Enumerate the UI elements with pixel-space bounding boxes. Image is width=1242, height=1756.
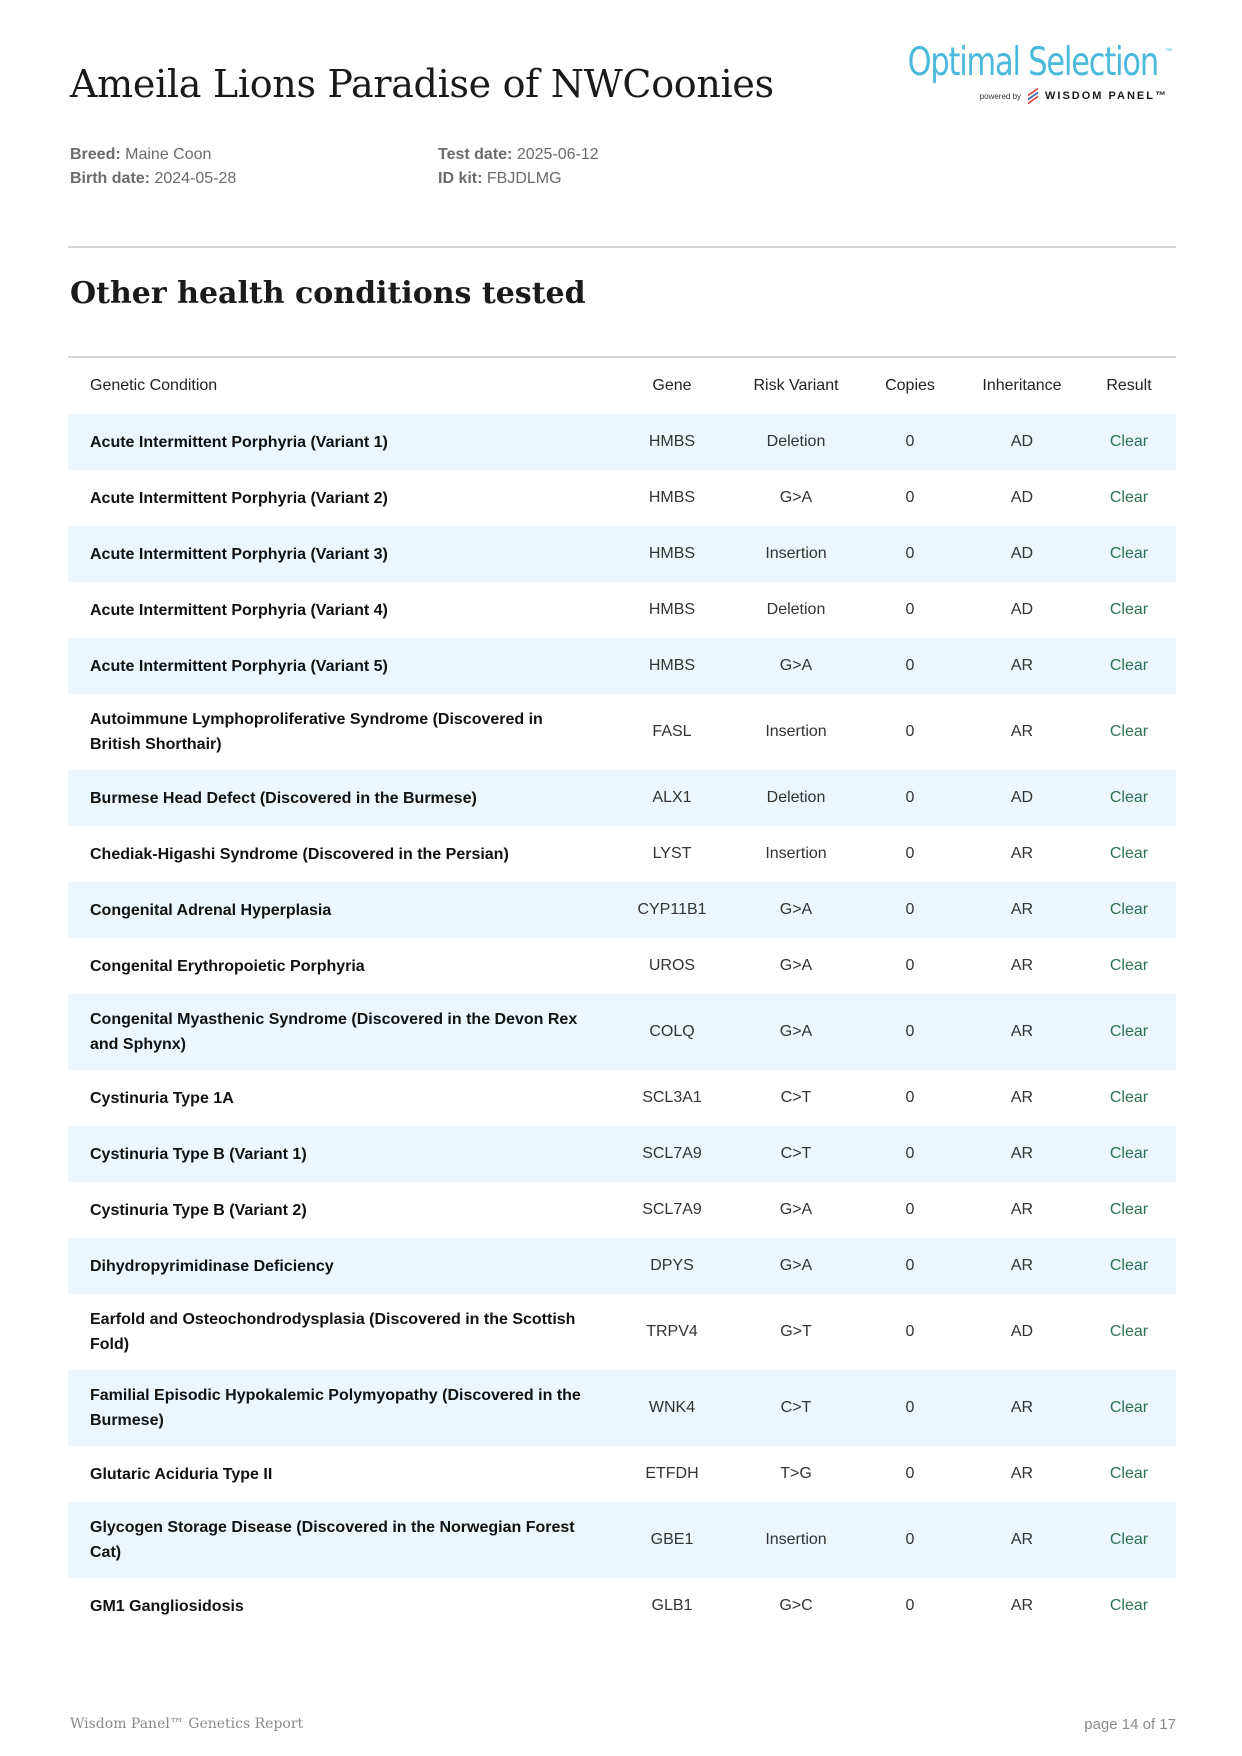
table-row bbox=[68, 526, 1176, 582]
birth-date-field bbox=[70, 170, 236, 188]
inheritance-cell: AR bbox=[1010, 723, 1034, 740]
table-row bbox=[68, 770, 1176, 826]
breed-value: Maine Coon bbox=[125, 146, 212, 163]
table-row bbox=[68, 638, 1176, 694]
inheritance-cell: AD bbox=[1010, 789, 1034, 806]
risk-variant-cell: C>T bbox=[780, 1145, 812, 1162]
gene-cell: GLB1 bbox=[651, 1597, 693, 1614]
result-status: Clear bbox=[1109, 1201, 1149, 1218]
condition-cell: Acute Intermittent Porphyria (Variant 3) bbox=[90, 545, 388, 563]
risk-variant-cell: Deletion bbox=[766, 789, 826, 806]
result-status: Clear bbox=[1109, 957, 1149, 974]
result-status: Clear bbox=[1109, 723, 1149, 740]
condition-cell: Acute Intermittent Porphyria (Variant 5) bbox=[90, 657, 388, 675]
gene-cell: HMBS bbox=[648, 489, 696, 506]
inheritance-cell: AD bbox=[1010, 489, 1034, 506]
id-kit-field bbox=[438, 170, 562, 188]
copies-cell: 0 bbox=[905, 901, 915, 918]
gene-cell: CYP11B1 bbox=[637, 901, 707, 918]
wisdom-panel-brand: WISDOM PANEL™ bbox=[1045, 90, 1168, 102]
copies-cell: 0 bbox=[905, 1023, 915, 1040]
inheritance-cell: AR bbox=[1010, 1531, 1034, 1548]
risk-variant-cell: Deletion bbox=[766, 433, 826, 450]
optimal-selection-logo bbox=[907, 40, 1176, 110]
risk-variant-cell: G>A bbox=[779, 1201, 813, 1218]
inheritance-cell: AR bbox=[1010, 1089, 1034, 1106]
table-row bbox=[68, 1126, 1176, 1182]
condition-cell: Cystinuria Type B (Variant 2) bbox=[90, 1201, 307, 1219]
table-row bbox=[68, 938, 1176, 994]
result-status: Clear bbox=[1109, 433, 1149, 450]
breed-label: Breed: bbox=[70, 146, 121, 163]
gene-cell: WNK4 bbox=[648, 1399, 696, 1416]
header-divider bbox=[68, 246, 1176, 248]
copies-cell: 0 bbox=[905, 845, 915, 862]
column-header-result: Result bbox=[1106, 377, 1152, 394]
copies-cell: 0 bbox=[905, 657, 915, 674]
result-status: Clear bbox=[1109, 601, 1149, 618]
risk-variant-cell: C>T bbox=[780, 1089, 812, 1106]
table-row bbox=[68, 1182, 1176, 1238]
id-kit-value: FBJDLMG bbox=[486, 170, 562, 187]
gene-cell: ETFDH bbox=[645, 1465, 699, 1482]
section-title: Other health conditions tested bbox=[70, 276, 586, 311]
test-date-label: Test date: bbox=[438, 146, 513, 163]
copies-cell: 0 bbox=[905, 601, 915, 618]
result-status: Clear bbox=[1109, 657, 1149, 674]
table-row bbox=[68, 994, 1176, 1070]
risk-variant-cell: G>T bbox=[780, 1323, 812, 1340]
result-status: Clear bbox=[1109, 545, 1149, 562]
copies-cell: 0 bbox=[905, 433, 915, 450]
condition-cell: Dihydropyrimidinase Deficiency bbox=[90, 1257, 334, 1275]
copies-cell: 0 bbox=[905, 1145, 915, 1162]
risk-variant-cell: Insertion bbox=[765, 845, 827, 862]
gene-cell: UROS bbox=[648, 957, 696, 974]
inheritance-cell: AD bbox=[1010, 1323, 1034, 1340]
copies-cell: 0 bbox=[905, 789, 915, 806]
copies-cell: 0 bbox=[905, 1399, 915, 1416]
gene-cell: SCL7A9 bbox=[642, 1145, 702, 1162]
table-row bbox=[68, 470, 1176, 526]
gene-cell: HMBS bbox=[648, 601, 696, 618]
copies-cell: 0 bbox=[905, 489, 915, 506]
result-status: Clear bbox=[1109, 901, 1149, 918]
risk-variant-cell: G>A bbox=[779, 489, 813, 506]
breed-field bbox=[70, 146, 211, 164]
gene-cell: HMBS bbox=[648, 545, 696, 562]
inheritance-cell: AR bbox=[1010, 657, 1034, 674]
test-date-value: 2025-06-12 bbox=[516, 146, 599, 163]
inheritance-cell: AR bbox=[1010, 957, 1034, 974]
result-status: Clear bbox=[1109, 1531, 1149, 1548]
inheritance-cell: AD bbox=[1010, 545, 1034, 562]
column-header-condition: Genetic Condition bbox=[90, 377, 218, 394]
copies-cell: 0 bbox=[905, 1201, 915, 1218]
risk-variant-cell: G>A bbox=[779, 657, 813, 674]
inheritance-cell: AR bbox=[1010, 1023, 1034, 1040]
result-status: Clear bbox=[1109, 1399, 1149, 1416]
condition-cell: Glutaric Aciduria Type II bbox=[90, 1465, 273, 1483]
risk-variant-cell: T>G bbox=[780, 1465, 812, 1482]
result-status: Clear bbox=[1109, 789, 1149, 806]
table-row bbox=[68, 882, 1176, 938]
logo-trademark: ™ bbox=[1165, 48, 1172, 55]
condition-cell: Familial Episodic Hypokalemic Polymyopathy (Discovered in the Burmese) bbox=[90, 1387, 581, 1429]
risk-variant-cell: G>A bbox=[779, 901, 813, 918]
test-date-field bbox=[438, 146, 599, 164]
inheritance-cell: AD bbox=[1010, 433, 1034, 450]
gene-cell: HMBS bbox=[648, 657, 696, 674]
column-header-risk-variant: Risk Variant bbox=[753, 377, 839, 394]
inheritance-cell: AR bbox=[1010, 1201, 1034, 1218]
copies-cell: 0 bbox=[905, 1257, 915, 1274]
gene-cell: SCL7A9 bbox=[642, 1201, 702, 1218]
table-row bbox=[68, 826, 1176, 882]
condition-cell: Acute Intermittent Porphyria (Variant 1) bbox=[90, 433, 388, 451]
condition-cell: GM1 Gangliosidosis bbox=[90, 1597, 244, 1615]
logo-powered-by bbox=[980, 90, 1168, 102]
copies-cell: 0 bbox=[905, 545, 915, 562]
inheritance-cell: AR bbox=[1010, 901, 1034, 918]
pet-name-title: Ameila Lions Paradise of NWCoonies bbox=[70, 62, 774, 106]
condition-cell: Congenital Erythropoietic Porphyria bbox=[90, 957, 365, 975]
table-row bbox=[68, 1446, 1176, 1502]
condition-cell: Chediak-Higashi Syndrome (Discovered in the Persian) bbox=[90, 845, 509, 863]
wisdom-panel-helix-icon bbox=[1027, 90, 1039, 102]
condition-cell: Glycogen Storage Disease (Discovered in the Norwegian Forest Cat) bbox=[90, 1519, 575, 1561]
inheritance-cell: AR bbox=[1010, 1465, 1034, 1482]
table-row bbox=[68, 1238, 1176, 1294]
inheritance-cell: AR bbox=[1010, 1145, 1034, 1162]
condition-cell: Autoimmune Lymphoproliferative Syndrome (Discovered in British Shorthair) bbox=[90, 711, 543, 753]
column-header-inheritance: Inheritance bbox=[982, 377, 1062, 394]
gene-cell: SCL3A1 bbox=[642, 1089, 702, 1106]
condition-cell: Acute Intermittent Porphyria (Variant 4) bbox=[90, 601, 388, 619]
inheritance-cell: AR bbox=[1010, 1399, 1034, 1416]
risk-variant-cell: Insertion bbox=[765, 723, 827, 740]
column-header-gene: Gene bbox=[652, 377, 692, 394]
result-status: Clear bbox=[1109, 1465, 1149, 1482]
condition-cell: Earfold and Osteochondrodysplasia (Discovered in the Scottish Fold) bbox=[90, 1311, 576, 1353]
result-status: Clear bbox=[1109, 1023, 1149, 1040]
id-kit-label: ID kit: bbox=[438, 170, 483, 187]
risk-variant-cell: Insertion bbox=[765, 1531, 827, 1548]
inheritance-cell: AD bbox=[1010, 601, 1034, 618]
table-header-row bbox=[68, 358, 1176, 414]
risk-variant-cell: G>A bbox=[779, 1023, 813, 1040]
result-status: Clear bbox=[1109, 1323, 1149, 1340]
gene-cell: HMBS bbox=[648, 433, 696, 450]
powered-by-text: powered by bbox=[979, 91, 1022, 101]
risk-variant-cell: G>C bbox=[779, 1597, 813, 1614]
risk-variant-cell: G>A bbox=[779, 957, 813, 974]
gene-cell: DPYS bbox=[650, 1257, 694, 1274]
copies-cell: 0 bbox=[905, 1597, 915, 1614]
table-body bbox=[68, 414, 1176, 1634]
condition-cell: Congenital Adrenal Hyperplasia bbox=[90, 901, 332, 919]
inheritance-cell: AR bbox=[1010, 845, 1034, 862]
table-row bbox=[68, 1370, 1176, 1446]
risk-variant-cell: Insertion bbox=[765, 545, 827, 562]
gene-cell: FASL bbox=[652, 723, 692, 740]
condition-cell: Cystinuria Type 1A bbox=[90, 1089, 234, 1107]
copies-cell: 0 bbox=[905, 1465, 915, 1482]
gene-cell: COLQ bbox=[649, 1023, 695, 1040]
result-status: Clear bbox=[1109, 1089, 1149, 1106]
condition-cell: Burmese Head Defect (Discovered in the Burmese) bbox=[90, 789, 477, 807]
birth-date-value: 2024-05-28 bbox=[154, 170, 237, 187]
inheritance-cell: AR bbox=[1010, 1597, 1034, 1614]
condition-cell: Acute Intermittent Porphyria (Variant 2) bbox=[90, 489, 388, 507]
gene-cell: ALX1 bbox=[652, 789, 692, 806]
risk-variant-cell: Deletion bbox=[766, 601, 826, 618]
risk-variant-cell: C>T bbox=[780, 1399, 812, 1416]
gene-cell: GBE1 bbox=[650, 1531, 694, 1548]
copies-cell: 0 bbox=[905, 723, 915, 740]
result-status: Clear bbox=[1109, 1145, 1149, 1162]
table-row bbox=[68, 1502, 1176, 1578]
result-status: Clear bbox=[1109, 489, 1149, 506]
birth-date-label: Birth date: bbox=[70, 170, 150, 187]
inheritance-cell: AR bbox=[1010, 1257, 1034, 1274]
table-row bbox=[68, 414, 1176, 470]
risk-variant-cell: G>A bbox=[779, 1257, 813, 1274]
result-status: Clear bbox=[1109, 1597, 1149, 1614]
result-status: Clear bbox=[1109, 1257, 1149, 1274]
gene-cell: TRPV4 bbox=[646, 1323, 698, 1340]
table-row bbox=[68, 1578, 1176, 1634]
logo-title: Optimal Selection bbox=[907, 40, 1158, 85]
table-row bbox=[68, 1070, 1176, 1126]
copies-cell: 0 bbox=[905, 957, 915, 974]
gene-cell: LYST bbox=[652, 845, 692, 862]
column-header-copies: Copies bbox=[885, 377, 935, 394]
footer-report-name: Wisdom Panel™ Genetics Report bbox=[70, 1716, 304, 1732]
result-status: Clear bbox=[1109, 845, 1149, 862]
health-conditions-table bbox=[68, 358, 1176, 1634]
condition-cell: Congenital Myasthenic Syndrome (Discovered in the Devon Rex and Sphynx) bbox=[90, 1011, 578, 1053]
copies-cell: 0 bbox=[905, 1323, 915, 1340]
table-row bbox=[68, 694, 1176, 770]
table-row bbox=[68, 1294, 1176, 1370]
table-row bbox=[68, 582, 1176, 638]
footer-page-number: page 14 of 17 bbox=[1084, 1716, 1176, 1733]
copies-cell: 0 bbox=[905, 1531, 915, 1548]
condition-cell: Cystinuria Type B (Variant 1) bbox=[90, 1145, 307, 1163]
copies-cell: 0 bbox=[905, 1089, 915, 1106]
